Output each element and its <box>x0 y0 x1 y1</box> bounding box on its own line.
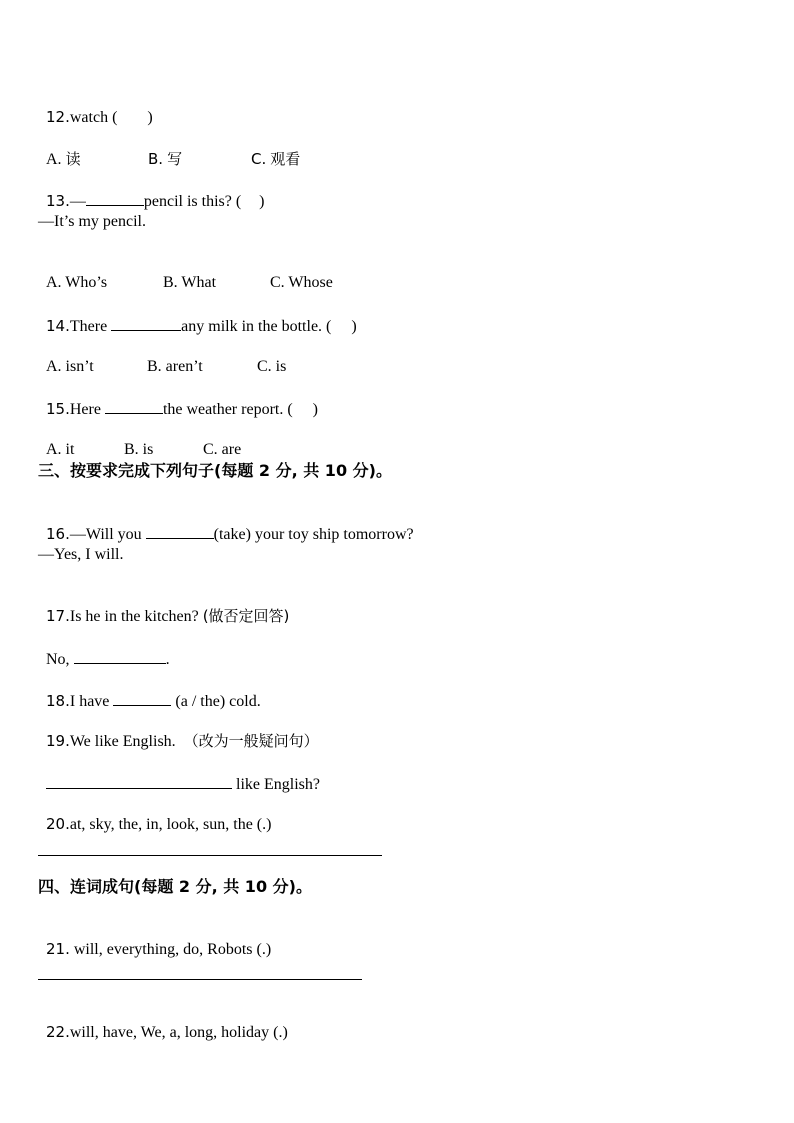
question-16: 16.—Will you (take) your toy ship tomorrow? <box>46 525 414 543</box>
option-c-label: C. <box>251 150 267 168</box>
option-a-label: A. <box>46 151 62 168</box>
question-text: will, everything, do, Robots (.) <box>69 941 272 958</box>
instruction-note: （改为一般疑问句） <box>183 732 319 750</box>
options-12 <box>38 129 300 170</box>
answer-blank[interactable] <box>74 648 166 664</box>
question-number: 13. <box>46 192 70 210</box>
question-21 <box>38 919 271 960</box>
options-15 <box>38 420 241 460</box>
section-3-heading: 三、按要求完成下列句子(每题 2 分, 共 10 分)。 <box>38 461 392 480</box>
question-text: at, sky, the, in, look, sun, the (.) <box>69 816 272 833</box>
question-text: We like English. <box>69 733 184 750</box>
question-text: Is he in the kitchen? <box>69 608 203 625</box>
question-12: 12.watch ( ) <box>46 108 153 126</box>
question-number: 20. <box>46 815 70 833</box>
question-number: 18. <box>46 692 70 710</box>
answer-line-21[interactable] <box>38 979 362 980</box>
question-19-answer: like English? <box>38 753 320 795</box>
section-4-heading: 四、连词成句(每题 2 分, 共 10 分)。 <box>38 877 312 896</box>
option-a: A. it <box>46 441 75 458</box>
answer-blank[interactable] <box>46 773 232 789</box>
question-text: any milk in the bottle. ( <box>181 318 332 335</box>
question-15: 15.Here the weather report. ( ) <box>46 400 318 418</box>
option-b: B. is <box>124 441 154 458</box>
option-a: A. Who’s <box>46 274 108 291</box>
answer-blank[interactable] <box>111 315 181 331</box>
question-text: pencil is this? ( <box>143 193 242 210</box>
answer-line-20[interactable] <box>38 855 382 856</box>
option-a-text: 读 <box>65 150 81 168</box>
option-c-text: 观看 <box>270 150 301 168</box>
question-number: 12. <box>46 108 70 126</box>
question-number: 21. <box>46 940 70 958</box>
option-c: C. Whose <box>270 274 333 291</box>
question-number: 22. <box>46 1023 70 1041</box>
question-20 <box>38 794 271 835</box>
answer-blank[interactable] <box>146 523 214 539</box>
question-text: the weather report. ( <box>162 401 293 418</box>
question-text: (a / the) cold. <box>171 693 261 710</box>
question-17-answer: No, . <box>38 628 170 670</box>
question-text: (take) your toy ship tomorrow? <box>213 526 414 543</box>
answer-blank[interactable] <box>105 398 163 414</box>
options-13 <box>38 253 333 293</box>
option-b-text: 写 <box>167 150 183 168</box>
question-number: 16. <box>46 525 70 543</box>
option-c: C. are <box>203 441 242 458</box>
question-text: will, have, We, a, long, holiday (.) <box>69 1024 288 1041</box>
question-16-reply: —Yes, I will. <box>38 546 124 563</box>
question-number: 19. <box>46 732 70 750</box>
option-a: A. isn’t <box>46 358 94 375</box>
question-17 <box>38 586 289 627</box>
question-13: 13.— pencil is this? ( ) <box>46 192 265 210</box>
question-number: 15. <box>46 400 70 418</box>
answer-blank[interactable] <box>113 690 171 706</box>
option-b-label: B. <box>148 150 164 168</box>
question-number: 14. <box>46 317 70 335</box>
question-text: watch ( <box>69 109 118 126</box>
instruction-note: (做否定回答) <box>202 607 290 625</box>
options-14 <box>38 337 286 377</box>
question-13-reply: —It’s my pencil. <box>38 213 146 230</box>
question-22 <box>38 1002 288 1043</box>
option-b: B. aren’t <box>147 358 203 375</box>
option-c: C. is <box>257 358 287 375</box>
answer-blank[interactable] <box>86 190 144 206</box>
question-18: 18.I have (a / the) cold. <box>46 692 261 710</box>
question-number: 17. <box>46 607 70 625</box>
option-b: B. What <box>163 274 217 291</box>
question-19 <box>38 711 319 752</box>
question-14: 14.There any milk in the bottle. ( ) <box>46 317 357 335</box>
